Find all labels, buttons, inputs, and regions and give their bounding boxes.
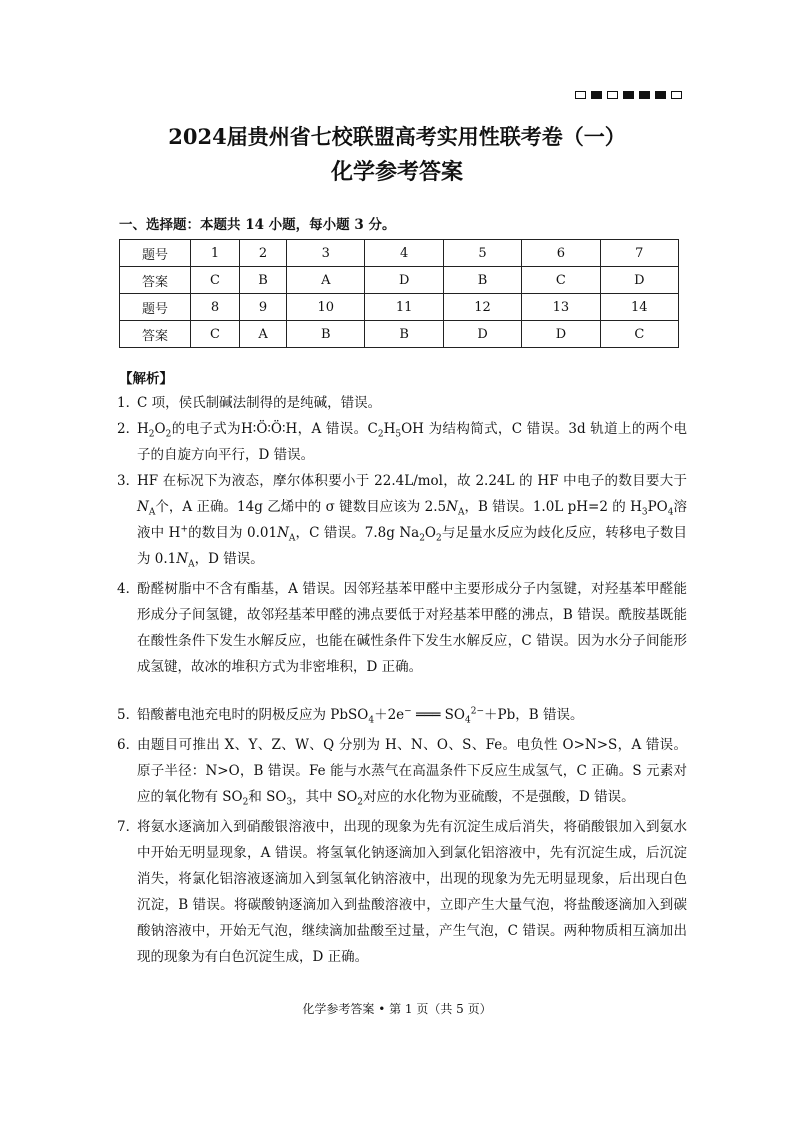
corner-marks bbox=[575, 91, 682, 99]
table-cell: 7 bbox=[600, 240, 678, 267]
table-row bbox=[120, 294, 679, 321]
table-cell: 1 bbox=[191, 240, 240, 267]
table-cell: 13 bbox=[522, 294, 600, 321]
item-number: 4． bbox=[117, 581, 140, 597]
item-text: 将氨水逐滴加入到硝酸银溶液中，出现的现象为先有沉淀生成后消失，将硝酸银加入到氨水中开始无明显现象，A 错误。将氢氧化钠逐滴加入到氯化铝溶液中，先有沉淀生成，后沉淀消失，将氯化铝溶液逐滴加入到氢氧化钠溶液中，出现的现象为先无明显现象，后出现白色沉淀，B 错误。将碳酸钠逐滴加入到盐酸溶液中，立即产生大量气泡，将盐酸逐滴加入到碳酸钠溶液中，开始无气泡，继续滴加盐酸至过量，产生气泡，C 错误。两种物质相互滴加出现的现象为有白色沉淀生成，D 正确。 bbox=[137, 819, 687, 965]
analysis-item bbox=[117, 732, 687, 810]
table-cell: B bbox=[443, 267, 521, 294]
table-cell: B bbox=[365, 321, 443, 348]
table-cell: 9 bbox=[239, 294, 286, 321]
section-heading: 一、选择题：本题共 14 小题，每小题 3 分。 bbox=[119, 217, 396, 233]
mark-square bbox=[607, 91, 618, 99]
mark-square bbox=[655, 91, 666, 99]
item-text: HF 在标况下为液态，摩尔体积要小于 22.4L/mol，故 2.24L 的 HF 中电子的数目要大于 $N_A$个，A 正确。14g 乙烯中的 σ 键数目应该为 $2.5N_A$，B 错误。1.0L pH=2 的 $H_3PO_4$溶液中 H+的数目为 $0.01N_A$，C 错误。7.8g $Na_2O_2$与足量水反应为歧化反应，转移电子数目为 $0.1N_A$，D 错误。 bbox=[137, 473, 688, 570]
item-number: 3． bbox=[117, 473, 140, 489]
analysis-item bbox=[117, 416, 687, 468]
table-cell: C bbox=[600, 321, 678, 348]
table-cell: 6 bbox=[522, 240, 600, 267]
table-cell: C bbox=[191, 321, 240, 348]
table-cell: 题号 bbox=[120, 240, 191, 267]
mark-square bbox=[623, 91, 634, 99]
mark-square bbox=[591, 91, 602, 99]
table-cell: 题号 bbox=[120, 294, 191, 321]
page-footer: 化学参考答案 • 第 1 页（共 5 页） bbox=[302, 1002, 492, 1016]
analysis-item bbox=[117, 390, 687, 416]
table-cell: 5 bbox=[443, 240, 521, 267]
item-number: 7． bbox=[117, 819, 140, 835]
item-number: 5． bbox=[117, 707, 140, 723]
answer-table bbox=[119, 239, 679, 348]
table-cell: C bbox=[191, 267, 240, 294]
mark-square bbox=[671, 91, 682, 99]
table-cell: C bbox=[522, 267, 600, 294]
page-title: 2024届贵州省七校联盟高考实用性联考卷（一） bbox=[168, 124, 626, 149]
page-subtitle: 化学参考答案 bbox=[330, 159, 463, 185]
analysis-item bbox=[117, 576, 687, 680]
table-cell: D bbox=[600, 267, 678, 294]
item-number: 2． bbox=[117, 421, 140, 437]
table-cell: 14 bbox=[600, 294, 678, 321]
table-cell: D bbox=[443, 321, 521, 348]
item-text: $H_2O_2$的电子式为H∶Ö∶Ö∶H，A 错误。$C_2H_5OH$ 为结构简式，C 错误。3d 轨道上的两个电子的自旋方向平行，D 错误。 bbox=[137, 421, 687, 463]
table-cell: 3 bbox=[287, 240, 365, 267]
item-text: C 项，侯氏制碱法制得的是纯碱，错误。 bbox=[137, 395, 382, 411]
table-row bbox=[120, 321, 679, 348]
item-text: 由题目可推出 X、Y、Z、W、Q 分别为 H、N、O、S、Fe。电负性 O>N>S，A 错误。原子半径：N>O，B 错误。Fe 能与水蒸气在高温条件下反应生成氢气，C 正确。S 元素对应的氧化物有 $SO_2$和 $SO_3$，其中 $SO_2$对应的水化物为亚硫酸，不是强酸，D 错误。 bbox=[137, 737, 687, 808]
table-cell: D bbox=[365, 267, 443, 294]
table-cell: D bbox=[522, 321, 600, 348]
table-cell: 10 bbox=[287, 294, 365, 321]
table-cell: 答案 bbox=[120, 267, 191, 294]
analysis-item bbox=[117, 814, 687, 970]
table-cell: B bbox=[287, 321, 365, 348]
table-cell: 8 bbox=[191, 294, 240, 321]
item-number: 6． bbox=[117, 737, 140, 753]
item-text: 酚醛树脂中不含有酯基，A 错误。因邻羟基苯甲醛中主要形成分子内氢键，对羟基苯甲醛能形成分子间氢键，故邻羟基苯甲醛的沸点要低于对羟基苯甲醛的沸点，B 错误。酰胺基既能在酸性条件下发生水解反应，也能在碱性条件下发生水解反应，C 错误。因为水分子间能形成氢键，故冰的堆积方式为非密堆积，D 正确。 bbox=[137, 581, 687, 675]
analysis-item bbox=[117, 468, 687, 572]
mark-square bbox=[575, 91, 586, 99]
analysis-item bbox=[117, 702, 687, 728]
table-cell: B bbox=[239, 267, 286, 294]
item-text: 铅酸蓄电池充电时的阴极反应为 PbSO$_4$＋2e− ═══ $SO_4^{2-}+Pb$，B 错误。 bbox=[137, 706, 584, 726]
table-cell: 4 bbox=[365, 240, 443, 267]
table-cell: A bbox=[287, 267, 365, 294]
table-cell: 11 bbox=[365, 294, 443, 321]
analysis-heading: 【解析】 bbox=[119, 371, 173, 387]
table-cell: A bbox=[239, 321, 286, 348]
table-cell: 12 bbox=[443, 294, 521, 321]
item-number: 1． bbox=[117, 395, 140, 411]
table-row bbox=[120, 267, 679, 294]
table-row bbox=[120, 240, 679, 267]
mark-square bbox=[639, 91, 650, 99]
table-cell: 2 bbox=[239, 240, 286, 267]
table-cell: 答案 bbox=[120, 321, 191, 348]
